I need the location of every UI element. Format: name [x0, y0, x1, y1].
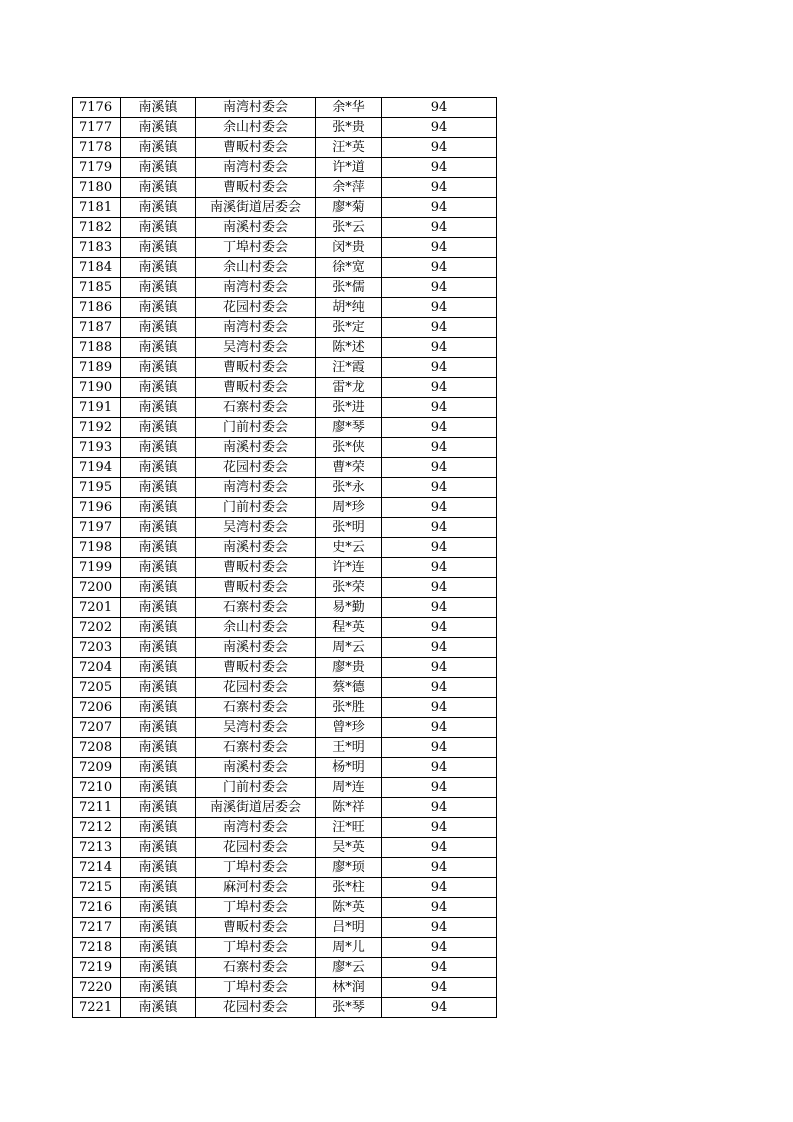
score-cell: 94: [382, 498, 497, 518]
score-cell: 94: [382, 178, 497, 198]
score-cell: 94: [382, 518, 497, 538]
table-row: [73, 338, 497, 358]
town-cell: 南溪镇: [121, 198, 196, 218]
record-id-cell: 7216: [73, 898, 121, 918]
town-cell: 南溪镇: [121, 378, 196, 398]
records-body: [73, 98, 497, 1018]
record-id-cell: 7181: [73, 198, 121, 218]
town-cell: 南溪镇: [121, 618, 196, 638]
record-id-cell: 7218: [73, 938, 121, 958]
name-cell: 张*侠: [316, 438, 382, 458]
village-committee-cell: 门前村委会: [196, 498, 316, 518]
town-cell: 南溪镇: [121, 918, 196, 938]
village-committee-cell: 南溪村委会: [196, 538, 316, 558]
name-cell: 周*连: [316, 778, 382, 798]
table-row: [73, 238, 497, 258]
table-row: [73, 618, 497, 638]
table-row: [73, 418, 497, 438]
table-row: [73, 878, 497, 898]
town-cell: 南溪镇: [121, 398, 196, 418]
village-committee-cell: 南湾村委会: [196, 158, 316, 178]
town-cell: 南溪镇: [121, 978, 196, 998]
town-cell: 南溪镇: [121, 598, 196, 618]
name-cell: 廖*云: [316, 958, 382, 978]
name-cell: 周*珍: [316, 498, 382, 518]
village-committee-cell: 丁埠村委会: [196, 898, 316, 918]
score-cell: 94: [382, 618, 497, 638]
table-row: [73, 178, 497, 198]
town-cell: 南溪镇: [121, 158, 196, 178]
score-cell: 94: [382, 118, 497, 138]
table-row: [73, 318, 497, 338]
table-row: [73, 358, 497, 378]
village-committee-cell: 曹畈村委会: [196, 138, 316, 158]
name-cell: 张*明: [316, 518, 382, 538]
table-row: [73, 478, 497, 498]
table-row: [73, 138, 497, 158]
village-committee-cell: 花园村委会: [196, 678, 316, 698]
table-row: [73, 798, 497, 818]
village-committee-cell: 南湾村委会: [196, 478, 316, 498]
table-row: [73, 858, 497, 878]
name-cell: 汪*霞: [316, 358, 382, 378]
town-cell: 南溪镇: [121, 758, 196, 778]
name-cell: 周*云: [316, 638, 382, 658]
town-cell: 南溪镇: [121, 518, 196, 538]
village-committee-cell: 南溪村委会: [196, 218, 316, 238]
score-cell: 94: [382, 658, 497, 678]
name-cell: 杨*明: [316, 758, 382, 778]
record-id-cell: 7202: [73, 618, 121, 638]
village-committee-cell: 南湾村委会: [196, 98, 316, 118]
score-cell: 94: [382, 98, 497, 118]
village-committee-cell: 丁埠村委会: [196, 938, 316, 958]
town-cell: 南溪镇: [121, 138, 196, 158]
village-committee-cell: 曹畈村委会: [196, 358, 316, 378]
name-cell: 廖*顼: [316, 858, 382, 878]
score-cell: 94: [382, 218, 497, 238]
town-cell: 南溪镇: [121, 718, 196, 738]
table-row: [73, 278, 497, 298]
name-cell: 易*勤: [316, 598, 382, 618]
table-row: [73, 838, 497, 858]
score-cell: 94: [382, 698, 497, 718]
score-cell: 94: [382, 898, 497, 918]
score-cell: 94: [382, 678, 497, 698]
town-cell: 南溪镇: [121, 498, 196, 518]
name-cell: 张*贵: [316, 118, 382, 138]
village-committee-cell: 门前村委会: [196, 778, 316, 798]
table-row: [73, 118, 497, 138]
town-cell: 南溪镇: [121, 538, 196, 558]
village-committee-cell: 石寨村委会: [196, 958, 316, 978]
town-cell: 南溪镇: [121, 658, 196, 678]
record-id-cell: 7194: [73, 458, 121, 478]
village-committee-cell: 余山村委会: [196, 258, 316, 278]
town-cell: 南溪镇: [121, 898, 196, 918]
town-cell: 南溪镇: [121, 298, 196, 318]
town-cell: 南溪镇: [121, 478, 196, 498]
record-id-cell: 7183: [73, 238, 121, 258]
record-id-cell: 7191: [73, 398, 121, 418]
record-id-cell: 7184: [73, 258, 121, 278]
record-id-cell: 7201: [73, 598, 121, 618]
name-cell: 廖*琴: [316, 418, 382, 438]
town-cell: 南溪镇: [121, 258, 196, 278]
score-cell: 94: [382, 418, 497, 438]
record-id-cell: 7176: [73, 98, 121, 118]
name-cell: 汪*旺: [316, 818, 382, 838]
table-row: [73, 158, 497, 178]
score-cell: 94: [382, 818, 497, 838]
table-row: [73, 98, 497, 118]
score-cell: 94: [382, 718, 497, 738]
table-row: [73, 398, 497, 418]
score-cell: 94: [382, 598, 497, 618]
village-committee-cell: 南溪街道居委会: [196, 798, 316, 818]
village-committee-cell: 丁埠村委会: [196, 858, 316, 878]
town-cell: 南溪镇: [121, 858, 196, 878]
score-cell: 94: [382, 558, 497, 578]
record-id-cell: 7186: [73, 298, 121, 318]
record-id-cell: 7212: [73, 818, 121, 838]
name-cell: 蔡*德: [316, 678, 382, 698]
town-cell: 南溪镇: [121, 418, 196, 438]
name-cell: 吕*明: [316, 918, 382, 938]
record-id-cell: 7193: [73, 438, 121, 458]
score-cell: 94: [382, 858, 497, 878]
name-cell: 张*琴: [316, 998, 382, 1018]
name-cell: 余*华: [316, 98, 382, 118]
table-row: [73, 738, 497, 758]
record-id-cell: 7182: [73, 218, 121, 238]
table-row: [73, 458, 497, 478]
town-cell: 南溪镇: [121, 98, 196, 118]
name-cell: 张*云: [316, 218, 382, 238]
name-cell: 张*荣: [316, 578, 382, 598]
name-cell: 张*胜: [316, 698, 382, 718]
name-cell: 张*定: [316, 318, 382, 338]
record-id-cell: 7195: [73, 478, 121, 498]
village-committee-cell: 花园村委会: [196, 458, 316, 478]
score-cell: 94: [382, 878, 497, 898]
village-committee-cell: 南湾村委会: [196, 818, 316, 838]
table-row: [73, 958, 497, 978]
score-cell: 94: [382, 998, 497, 1018]
records-table: [72, 97, 497, 1018]
score-cell: 94: [382, 298, 497, 318]
town-cell: 南溪镇: [121, 798, 196, 818]
town-cell: 南溪镇: [121, 938, 196, 958]
table-row: [73, 678, 497, 698]
village-committee-cell: 丁埠村委会: [196, 238, 316, 258]
score-cell: 94: [382, 738, 497, 758]
town-cell: 南溪镇: [121, 358, 196, 378]
name-cell: 廖*贵: [316, 658, 382, 678]
town-cell: 南溪镇: [121, 678, 196, 698]
name-cell: 闵*贵: [316, 238, 382, 258]
record-id-cell: 7217: [73, 918, 121, 938]
table-row: [73, 778, 497, 798]
town-cell: 南溪镇: [121, 998, 196, 1018]
record-id-cell: 7214: [73, 858, 121, 878]
record-id-cell: 7197: [73, 518, 121, 538]
record-id-cell: 7208: [73, 738, 121, 758]
table-row: [73, 998, 497, 1018]
town-cell: 南溪镇: [121, 118, 196, 138]
village-committee-cell: 石寨村委会: [196, 598, 316, 618]
score-cell: 94: [382, 198, 497, 218]
village-committee-cell: 曹畈村委会: [196, 658, 316, 678]
record-id-cell: 7206: [73, 698, 121, 718]
record-id-cell: 7203: [73, 638, 121, 658]
town-cell: 南溪镇: [121, 178, 196, 198]
record-id-cell: 7187: [73, 318, 121, 338]
record-id-cell: 7189: [73, 358, 121, 378]
table-row: [73, 938, 497, 958]
village-committee-cell: 丁埠村委会: [196, 978, 316, 998]
table-row: [73, 378, 497, 398]
town-cell: 南溪镇: [121, 818, 196, 838]
table-row: [73, 218, 497, 238]
village-committee-cell: 花园村委会: [196, 838, 316, 858]
record-id-cell: 7204: [73, 658, 121, 678]
score-cell: 94: [382, 758, 497, 778]
score-cell: 94: [382, 398, 497, 418]
name-cell: 张*柱: [316, 878, 382, 898]
village-committee-cell: 南溪村委会: [196, 438, 316, 458]
name-cell: 林*润: [316, 978, 382, 998]
record-id-cell: 7211: [73, 798, 121, 818]
record-id-cell: 7188: [73, 338, 121, 358]
record-id-cell: 7192: [73, 418, 121, 438]
record-id-cell: 7180: [73, 178, 121, 198]
town-cell: 南溪镇: [121, 438, 196, 458]
score-cell: 94: [382, 798, 497, 818]
table-row: [73, 578, 497, 598]
village-committee-cell: 南湾村委会: [196, 318, 316, 338]
table-row: [73, 298, 497, 318]
score-cell: 94: [382, 358, 497, 378]
record-id-cell: 7198: [73, 538, 121, 558]
name-cell: 陈*述: [316, 338, 382, 358]
table-row: [73, 498, 497, 518]
town-cell: 南溪镇: [121, 738, 196, 758]
table-row: [73, 258, 497, 278]
score-cell: 94: [382, 538, 497, 558]
village-committee-cell: 石寨村委会: [196, 738, 316, 758]
town-cell: 南溪镇: [121, 278, 196, 298]
village-committee-cell: 南溪村委会: [196, 638, 316, 658]
record-id-cell: 7219: [73, 958, 121, 978]
town-cell: 南溪镇: [121, 958, 196, 978]
name-cell: 吴*英: [316, 838, 382, 858]
name-cell: 张*进: [316, 398, 382, 418]
name-cell: 张*儒: [316, 278, 382, 298]
town-cell: 南溪镇: [121, 698, 196, 718]
name-cell: 陈*英: [316, 898, 382, 918]
score-cell: 94: [382, 638, 497, 658]
village-committee-cell: 曹畈村委会: [196, 578, 316, 598]
record-id-cell: 7207: [73, 718, 121, 738]
village-committee-cell: 石寨村委会: [196, 398, 316, 418]
table-row: [73, 518, 497, 538]
village-committee-cell: 花园村委会: [196, 998, 316, 1018]
town-cell: 南溪镇: [121, 578, 196, 598]
record-id-cell: 7220: [73, 978, 121, 998]
name-cell: 胡*纯: [316, 298, 382, 318]
table-row: [73, 898, 497, 918]
record-id-cell: 7199: [73, 558, 121, 578]
village-committee-cell: 余山村委会: [196, 618, 316, 638]
village-committee-cell: 吴湾村委会: [196, 338, 316, 358]
town-cell: 南溪镇: [121, 458, 196, 478]
town-cell: 南溪镇: [121, 338, 196, 358]
table-row: [73, 698, 497, 718]
table-row: [73, 558, 497, 578]
record-id-cell: 7196: [73, 498, 121, 518]
score-cell: 94: [382, 838, 497, 858]
name-cell: 陈*祥: [316, 798, 382, 818]
record-id-cell: 7205: [73, 678, 121, 698]
name-cell: 史*云: [316, 538, 382, 558]
town-cell: 南溪镇: [121, 838, 196, 858]
town-cell: 南溪镇: [121, 878, 196, 898]
score-cell: 94: [382, 378, 497, 398]
score-cell: 94: [382, 578, 497, 598]
village-committee-cell: 南湾村委会: [196, 278, 316, 298]
score-cell: 94: [382, 258, 497, 278]
score-cell: 94: [382, 978, 497, 998]
village-committee-cell: 曹畈村委会: [196, 558, 316, 578]
town-cell: 南溪镇: [121, 778, 196, 798]
name-cell: 汪*英: [316, 138, 382, 158]
village-committee-cell: 南溪街道居委会: [196, 198, 316, 218]
name-cell: 徐*宽: [316, 258, 382, 278]
table-row: [73, 638, 497, 658]
table-row: [73, 438, 497, 458]
score-cell: 94: [382, 918, 497, 938]
record-id-cell: 7210: [73, 778, 121, 798]
score-cell: 94: [382, 938, 497, 958]
village-committee-cell: 曹畈村委会: [196, 378, 316, 398]
record-id-cell: 7179: [73, 158, 121, 178]
table-row: [73, 198, 497, 218]
name-cell: 许*连: [316, 558, 382, 578]
village-committee-cell: 吴湾村委会: [196, 718, 316, 738]
table-row: [73, 918, 497, 938]
table-row: [73, 718, 497, 738]
village-committee-cell: 南溪村委会: [196, 758, 316, 778]
record-id-cell: 7200: [73, 578, 121, 598]
name-cell: 曹*荣: [316, 458, 382, 478]
table-row: [73, 758, 497, 778]
name-cell: 张*永: [316, 478, 382, 498]
name-cell: 曾*珍: [316, 718, 382, 738]
name-cell: 雷*龙: [316, 378, 382, 398]
name-cell: 余*萍: [316, 178, 382, 198]
village-committee-cell: 曹畈村委会: [196, 918, 316, 938]
record-id-cell: 7190: [73, 378, 121, 398]
town-cell: 南溪镇: [121, 238, 196, 258]
record-id-cell: 7215: [73, 878, 121, 898]
name-cell: 程*英: [316, 618, 382, 638]
record-id-cell: 7213: [73, 838, 121, 858]
score-cell: 94: [382, 458, 497, 478]
name-cell: 王*明: [316, 738, 382, 758]
table-row: [73, 658, 497, 678]
name-cell: 廖*菊: [316, 198, 382, 218]
table-row: [73, 598, 497, 618]
table-row: [73, 538, 497, 558]
score-cell: 94: [382, 138, 497, 158]
village-committee-cell: 花园村委会: [196, 298, 316, 318]
village-committee-cell: 曹畈村委会: [196, 178, 316, 198]
town-cell: 南溪镇: [121, 318, 196, 338]
village-committee-cell: 余山村委会: [196, 118, 316, 138]
town-cell: 南溪镇: [121, 638, 196, 658]
score-cell: 94: [382, 478, 497, 498]
village-committee-cell: 石寨村委会: [196, 698, 316, 718]
score-cell: 94: [382, 278, 497, 298]
score-cell: 94: [382, 958, 497, 978]
village-committee-cell: 门前村委会: [196, 418, 316, 438]
record-id-cell: 7178: [73, 138, 121, 158]
score-cell: 94: [382, 158, 497, 178]
name-cell: 许*道: [316, 158, 382, 178]
table-row: [73, 978, 497, 998]
town-cell: 南溪镇: [121, 558, 196, 578]
score-cell: 94: [382, 338, 497, 358]
record-id-cell: 7209: [73, 758, 121, 778]
score-cell: 94: [382, 778, 497, 798]
record-id-cell: 7221: [73, 998, 121, 1018]
table-row: [73, 818, 497, 838]
name-cell: 周*儿: [316, 938, 382, 958]
village-committee-cell: 吴湾村委会: [196, 518, 316, 538]
score-cell: 94: [382, 318, 497, 338]
score-cell: 94: [382, 238, 497, 258]
score-cell: 94: [382, 438, 497, 458]
record-id-cell: 7185: [73, 278, 121, 298]
record-id-cell: 7177: [73, 118, 121, 138]
village-committee-cell: 麻河村委会: [196, 878, 316, 898]
town-cell: 南溪镇: [121, 218, 196, 238]
